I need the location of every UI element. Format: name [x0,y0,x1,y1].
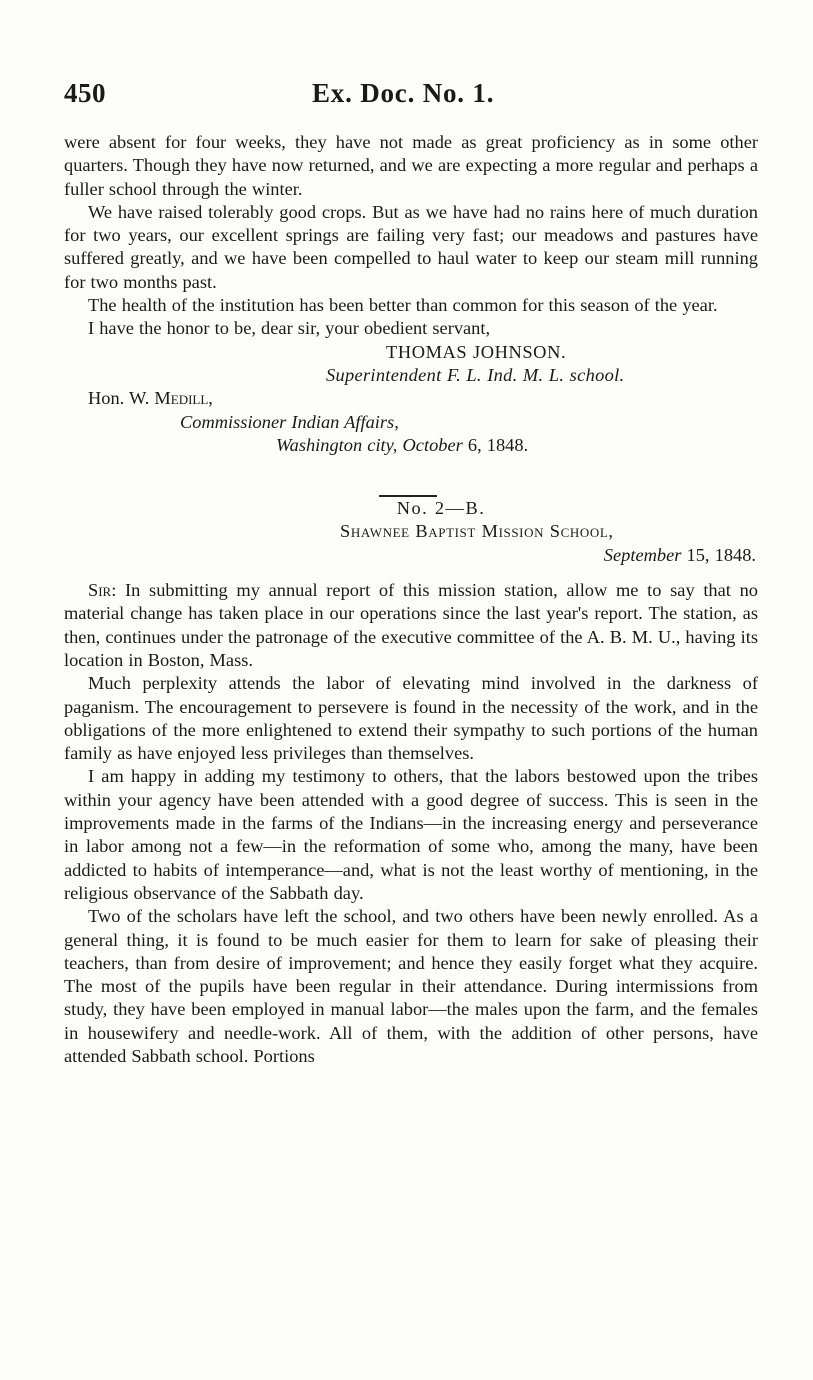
paragraph-testimony: I am happy in adding my testimony to others, that the labors bestowed upon the tribes within your agency have been attended with a good degree of success. This is seen in the improvements made in the farms of the Indians—in the increasing energy and perseverance in labor among not a few—in the reformation of some who, among the many, have been addicted to habits of intemperance—and, what is not the least worthy of mentioning, in the religious observance of the Sabbath day. [64,766,758,903]
school-heading: Shawnee Baptist Mission School, [340,521,614,542]
salutation: Sir [88,580,112,601]
paragraph-salutation [64,579,758,672]
paragraph-scholars: Two of the scholars have left the school, and two others have been newly enrolled. As a general thing, it is found to be much easier for them to learn for sake of pleasing their teachers, than from desire of improvement; and hence they easily forget what they acquire. The most of the pupils have been regular in their attendance. During intermissions from study, they have been employed in manual labor—the males upon the farm, and the females in housewifery and needle-work. All of them, with the addition of other persons, have attended Sabbath school. Portions [64,906,758,1066]
signature-title: Superintendent F. L. Ind. M. L. school. [326,364,625,385]
paragraph-perplexity: Much perplexity attends the labor of elevating mind involved in the darkness of paganism. The encouragement to persevere is found in the necessity of the work, and in the obligations of the more enlightened to extend their sympathy to such portions of the human family as have enjoyed less privileges than themselves. [64,673,758,764]
addressee-place-date [64,434,758,457]
signature-block [64,341,758,457]
letter-date-month: September [603,544,682,565]
paragraph-continuation: were absent for four weeks, they have not made as great proficiency as in some other quarters. Though they have now returned, and we are expecting a more regular and perhaps a fuller school through the winter. [64,132,758,199]
page-header [64,78,764,114]
addressee-prefix: Hon. W. [88,388,155,409]
body-text [64,131,758,1068]
addressee-name [64,387,758,410]
running-head: Ex. Doc. No. 1. [312,78,495,108]
signature-name: THOMAS JOHNSON. [386,341,567,362]
letter-date [64,544,758,567]
paragraph-closing: I have the honor to be, dear sir, your obedient servant, [88,318,491,339]
document-number: No. 2—B. [396,498,486,519]
page-number: 450 [64,78,106,108]
addressee-surname: Medill, [154,388,213,409]
paragraph-crops: We have raised tolerably good crops. But as we have had no rains here of much duration for two years, our excellent springs are failing very fast; our meadows and pastures have suffered greatly, and we have been compelled to haul water to keep our steam mill running for two months past. [64,201,758,292]
addressee-place: Washington city, [276,434,398,455]
paragraph-health: The health of the institution has been better than common for this season of the year. [88,295,718,316]
addressee-month: October [402,434,463,455]
addressee-date: 6, 1848. [467,434,529,455]
letter-date-rest: 15, 1848. [686,544,756,565]
addressee-title: Commissioner Indian Affairs, [180,411,399,432]
salutation-rest: : In submitting my annual report of this mission station, allow me to say that no material change has taken place in our operations since the last year's report. The station, as then, continues under the patronage of the executive committee of the A. B. M. U., having its location in Boston, Mass. [64,580,758,670]
